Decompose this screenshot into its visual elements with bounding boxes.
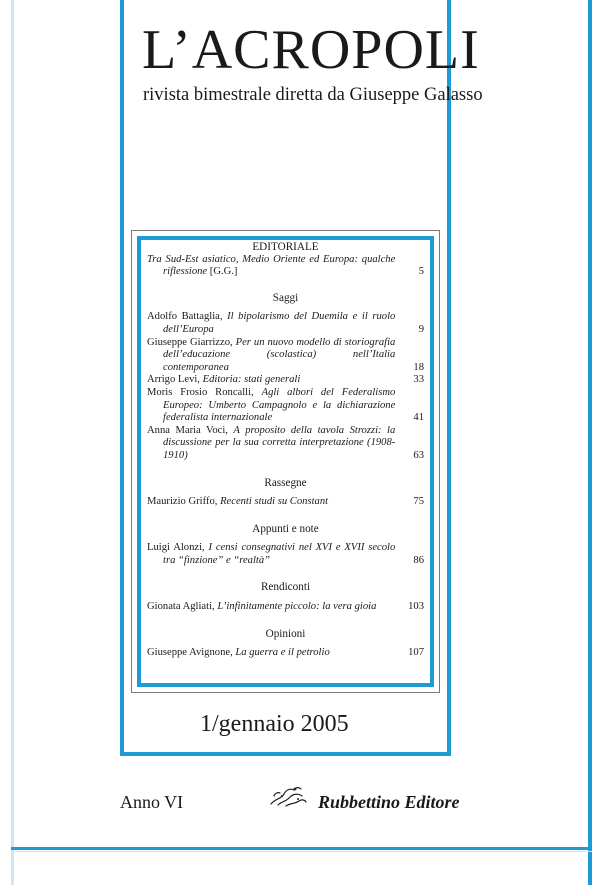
article-author: Arrigo Levi, <box>147 374 203 386</box>
toc-entry <box>147 425 424 463</box>
toc-entry <box>147 387 424 425</box>
toc-entry <box>147 542 424 567</box>
page-number: 63 <box>413 449 424 461</box>
toc-entry <box>147 647 424 660</box>
article-title: Agli albori del Federalismo Europeo: Umberto Campagnolo e la dichiarazione federalista internazionale <box>163 386 396 424</box>
outer-frame-left <box>11 0 14 885</box>
article-author: Luigi Alonzi, <box>147 542 209 554</box>
journal-title: L’ACROPOLI <box>142 19 480 81</box>
outer-frame-bottom-shadow <box>11 851 592 852</box>
journal-subtitle: rivista bimestrale diretta da Giuseppe Galasso <box>143 85 483 105</box>
article-title: Tra Sud-Est asiatico, Medio Oriente ed Europa: qualche riflessione <box>147 253 396 278</box>
outer-frame-right <box>588 0 592 885</box>
volume-year-label: Anno VI <box>120 792 184 812</box>
toc-entry <box>147 496 424 509</box>
article-author: Adolfo Battaglia, <box>147 311 228 323</box>
cover-column-bottom-border <box>120 752 451 756</box>
toc-section-saggi: Saggi <box>272 291 299 304</box>
toc-section-rendiconti: Rendiconti <box>260 581 311 594</box>
article-signature: [G.G.] <box>207 266 238 278</box>
publisher-emblem-icon <box>268 784 308 808</box>
article-author: Anna Maria Voci, <box>147 424 234 436</box>
article-author: Giuseppe Avignone, <box>147 647 236 659</box>
article-title: Il bipolarismo del Duemila e il ruolo dell’Europa <box>163 311 396 335</box>
article-title: La guerra e il petrolio <box>235 647 330 659</box>
toc-entry <box>147 601 424 614</box>
page-number: 33 <box>413 374 424 386</box>
page-number: 86 <box>413 554 424 566</box>
outer-frame-bottom <box>11 847 592 850</box>
article-title: A proposito della tavola Strozzi: la discussione per la sua corretta interpretazione (1908-1910) <box>163 424 396 461</box>
page-number: 107 <box>408 647 424 659</box>
toc-entry <box>147 337 424 375</box>
toc-section-editoriale: EDITORIALE <box>252 241 319 253</box>
page-number: 103 <box>408 601 424 613</box>
article-author: Giuseppe Giarrizzo, <box>147 336 236 348</box>
article-title: Per un nuovo modello di storiografia dell’educazione (scolastica) nell’Italia contemporanea <box>163 336 396 373</box>
cover-column-right-border <box>447 0 451 755</box>
toc-entry <box>147 311 424 336</box>
article-title: L’infinitamente piccolo: la vera gioia <box>217 601 377 613</box>
page-number: 41 <box>413 412 424 424</box>
cover-column-left-border <box>120 0 124 755</box>
toc-section-rassegne: Rassegne <box>264 476 307 489</box>
article-author: Gionata Agliati, <box>147 601 218 613</box>
article-title: Recenti studi su Constant <box>220 496 329 508</box>
toc-entry <box>147 254 424 279</box>
page-number: 18 <box>413 361 424 373</box>
publisher-name: Rubbettino Editore <box>318 792 460 812</box>
article-title: Editoria: stati generali <box>202 374 301 386</box>
toc-section-opinioni: Opinioni <box>265 627 306 640</box>
toc-entry <box>147 374 424 387</box>
article-author: Moris Frosio Roncalli, <box>147 386 262 398</box>
article-author: Maurizio Griffo, <box>147 496 221 508</box>
page-number: 5 <box>418 266 424 278</box>
issue-date: 1/gennaio 2005 <box>200 711 349 737</box>
toc-section-appunti-e-note: Appunti e note <box>252 522 319 535</box>
page-number: 9 <box>418 323 424 335</box>
table-of-contents <box>147 241 424 660</box>
page-number: 75 <box>413 496 424 508</box>
article-title: I censi consegnativi nel XVI e XVII secolo tra “finzione” e “realtà” <box>163 542 396 566</box>
